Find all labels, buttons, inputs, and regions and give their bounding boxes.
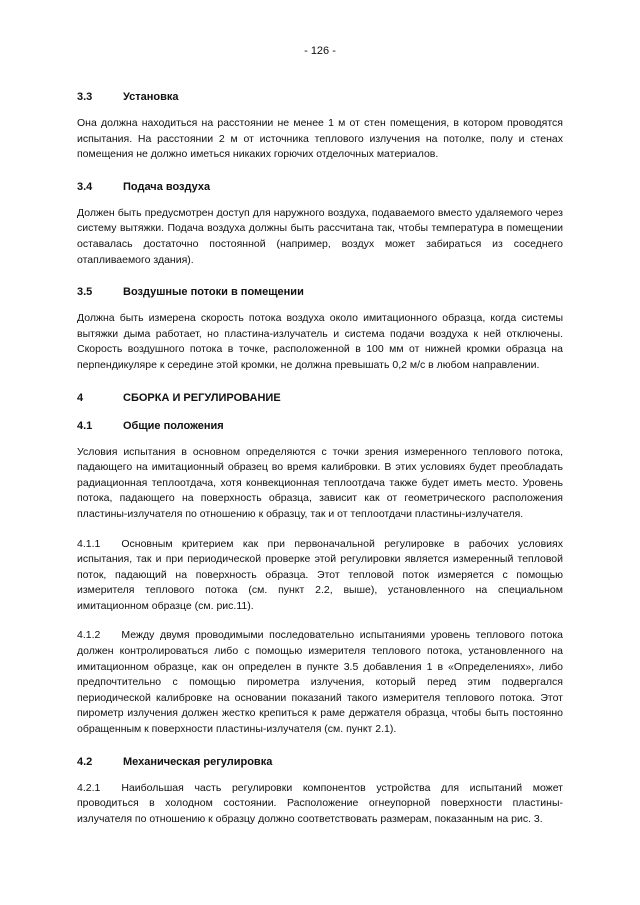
section-4-1-heading <box>77 419 563 433</box>
section-3-4-heading <box>77 180 563 194</box>
section-title: Подача воздуха <box>123 180 211 193</box>
section-title: Общие положения <box>123 419 224 432</box>
section-title: Воздушные потоки в помещении <box>123 286 304 299</box>
section-title: Установка <box>123 91 179 103</box>
section-number: 4.2 <box>77 755 93 768</box>
page-number: - 126 - <box>304 45 336 57</box>
section-4-2-heading <box>77 755 563 769</box>
section-3-4-text: Должен быть предусмотрен доступ для наружного воздуха, подаваемого вместо удаляемого через систему вытяжки. Подача воздуха должны быть рассчитана так, чтобы температура в помещении оставалась достаточно постоянной (например, воздух может забираться из соседнего отапливаемого здания). <box>77 206 563 266</box>
section-3-5-heading <box>77 285 563 299</box>
document-content <box>77 90 563 827</box>
section-number: 3.5 <box>77 286 93 299</box>
section-number: 3.3 <box>77 91 93 103</box>
section-number: 4 <box>77 391 84 404</box>
paragraph-4-1-2: 4.1.2 Между двумя проводимыми последовательно испытаниями уровень теплового потока должен контролироваться либо с помощью измерителя теплового потока, установленного на имитационном образце, как он определен в пункте 3.5 добавления 1 в «Определениях», либо предпочтительно с помощью пирометра излучения, который перед этим подвергался периодической калибровке на основании показаний такого измерителя теплового потока. Этот пирометр излучения должен жестко крепиться к раме держателя образца, чтобы быть постоянно обращенным к поверхности пластины-излучателя (см. пункт 2.1). <box>77 629 563 736</box>
section-3-5-text: Должна быть измерена скорость потока воздуха около имитационного образца, когда системы вытяжки дыма работает, но пластина-излучатель и система подачи воздуха к ней отключены. Скорость воздушного потока в точке, расположенной в 100 мм от нижней кромки образца на перпендикуляре к середине этой кромки, не должна превышать 0,2 м/с в любом направлении. <box>77 312 563 371</box>
section-number: 3.4 <box>77 180 93 193</box>
section-4-1-text: Условия испытания в основном определяются с точки зрения измеренного теплового потока, падающего на имитационный образец во время калибровки. В этих условиях будет преобладать радиационная теплоотдача, хотя конвекционная теплоотдача также будет иметь место. Уровень потока, падающего на поверхность образца, зависит как от геометрического расположения пластины-излучателя по отношению к образцу, так и от теплоотдачи пластины-излучателя. <box>77 445 563 520</box>
section-3-3-text: Она должна находиться на расстоянии не менее 1 м от стен помещения, в котором проводятся испытания. На расстоянии 2 м от источника теплового излучения на потолке, полу и стенах помещения не должно иметься никаких горючих отделочных материалов. <box>77 117 563 161</box>
section-4-heading <box>77 391 563 405</box>
section-number: 4.1 <box>77 419 93 432</box>
section-3-3-heading <box>77 90 563 104</box>
section-title: СБОРКА И РЕГУЛИРОВАНИЕ <box>123 391 281 404</box>
section-title: Механическая регулировка <box>123 755 273 768</box>
paragraph-4-1-1: 4.1.1 Основным критерием как при первоначальной регулировке в рабочих условиях испытания, так и при периодической проверке этой регулировки является измеренный тепловой поток, падающий на поверхность образца. Этот тепловой поток измеряется с помощью измерителя теплового потока (см. пункт 2.2, выше), установленного на специальном имитационном образце (см. рис.11). <box>77 537 563 612</box>
paragraph-4-2-1: 4.2.1 Наибольшая часть регулировки компонентов устройства для испытаний может проводиться в холодном состоянии. Расположение огнеупорной поверхности пластины-излучателя по отношению к образцу должно соответствовать размерам, показанным на рис. 3. <box>77 781 563 825</box>
